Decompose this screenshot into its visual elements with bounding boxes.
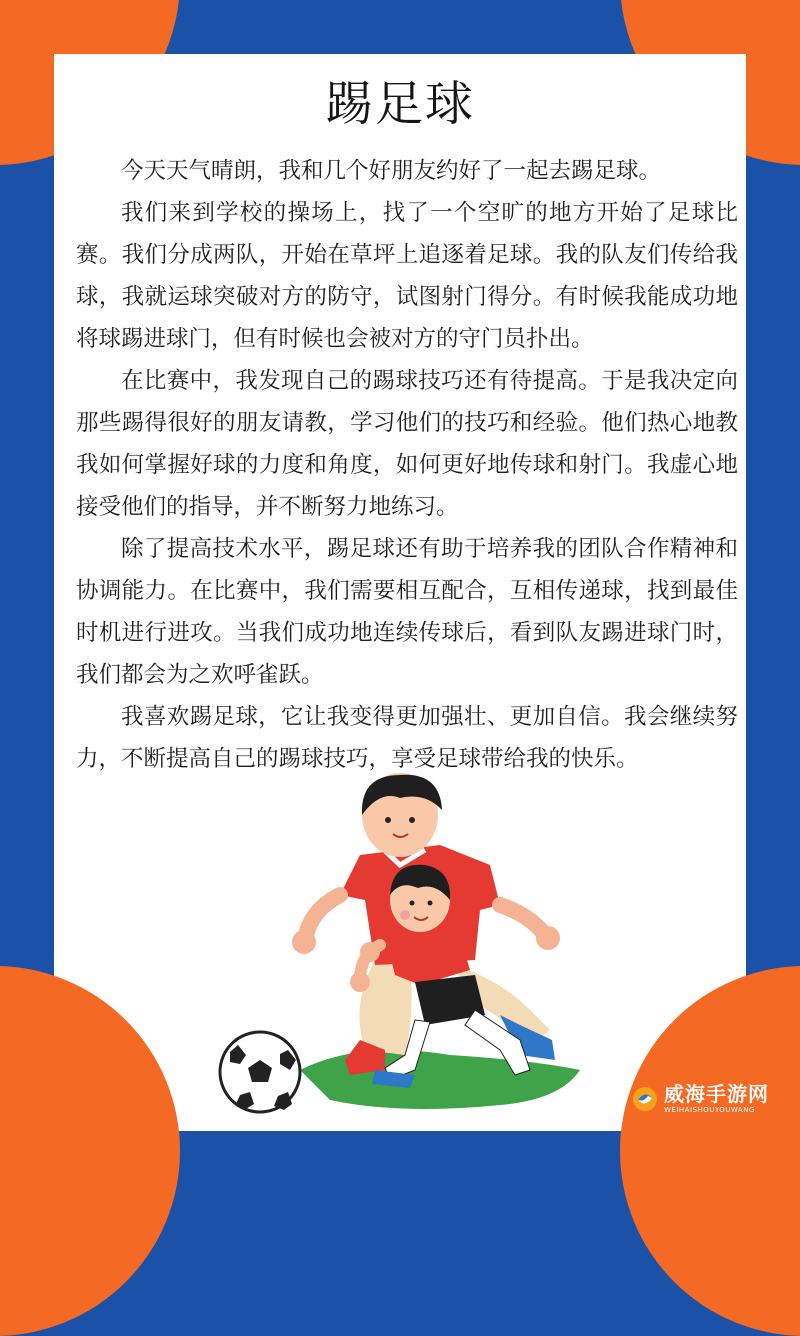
paragraph: 我们来到学校的操场上，找了一个空旷的地方开始了足球比赛。我们分成两队，开始在草坪上追逐着足球。我的队友们传给我球，我就运球突破对方的防守，试图射门得分。有时候我能成功地将球踢进球门，但有时候也会被对方的守门员扑出。 [76,200,738,352]
watermark-logo-icon [632,1086,658,1112]
soccer-boys-illustration [200,770,620,1131]
paragraph: 除了提高技术水平，踢足球还有助于培养我的团队合作精神和协调能力。在比赛中，我们需要相互配合，互相传递球，找到最佳时机进行进攻。当我们成功地连续传球后，看到队友踢进球门时，我们都会为之欢呼雀跃。 [76,536,738,688]
soccer-ball-icon [220,1032,300,1112]
grass-patch [300,1050,580,1109]
paragraph: 我喜欢踢足球，它让我变得更加强壮、更加自信。我会继续努力，不断提高自己的踢球技巧，享受足球带给我的快乐。 [76,704,738,772]
watermark-subtitle: WEIHAISHOUYOUWANG [664,1106,755,1114]
watermark-name: 威海手游网 [664,1082,769,1106]
essay-body [76,150,738,780]
essay-title: 踢足球 [324,76,475,132]
paragraph: 今天天气晴朗，我和几个好朋友约好了一起去踢足球。 [121,158,662,184]
paragraph: 在比赛中，我发现自己的踢球技巧还有待提高。于是我决定向那些踢得很好的朋友请教，学习他们的技巧和经验。他们热心地教我如何掌握好球的力度和角度，如何更好地传球和射门。我虚心地接受他们的指导，并不断努力地练习。 [76,368,738,520]
watermark [632,1079,792,1119]
